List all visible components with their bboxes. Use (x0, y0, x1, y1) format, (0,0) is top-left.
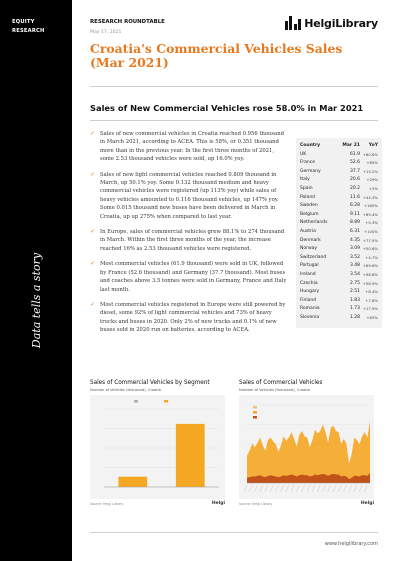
cell-yoy: +65.4% (362, 211, 378, 217)
cell-mar21: 3.48 (349, 263, 360, 269)
x-tick (317, 485, 320, 492)
cell-country: France (300, 160, 315, 166)
cell-country: Italy (300, 177, 310, 183)
check-icon: ✓ (90, 170, 96, 178)
sidebar (0, 0, 72, 561)
cell-mar21: 3.52 (349, 254, 360, 260)
x-tick (343, 485, 346, 492)
cell-yoy: +14.2% (362, 168, 378, 174)
cell-yoy: +7.8% (365, 297, 378, 303)
cell-mar21: 37.7 (349, 168, 360, 174)
x-tick (364, 485, 367, 492)
bullet-text: Most commercial vehicles registered in Europe were still powered by diesel, some 92% of light commercial vehicles and 73% of heavy trucks and buses in 2020. Only 2% of new trucks and 0.1% of new buses sold in 2020 run on batteries, according to ACEA. (100, 301, 286, 334)
chart-logo: Helgi (360, 501, 374, 506)
cell-yoy: +8.4% (365, 289, 378, 295)
divider (90, 86, 378, 87)
area-series (247, 421, 370, 483)
cell-yoy: +44.3% (362, 194, 378, 200)
cell-mar21: 61.9 (349, 151, 360, 157)
cell-country: Czechia (300, 280, 318, 286)
header-label: RESEARCH ROUNDTABLE (90, 19, 165, 25)
area-chart-svg (239, 395, 374, 499)
chart-logo: Helgi (211, 501, 225, 506)
footer-url[interactable]: www.helgilibrary.com (324, 541, 378, 547)
bullet-item (90, 130, 288, 164)
bullet-text: Sales of new light commercial vehicles reached 0.809 thousand in March, up 50.1% yoy. Some 0.132 thousand medium and heavy commercial vehicles were registered (up 113% yoy) while sales of heavy vehicles amounted to 0.116 thousand vehicles, up 147% yoy. Some 0.015 thousand new buses have been delivered in March in Croatia, up up 275% when compared to last year. (100, 171, 279, 220)
x-tick (328, 485, 331, 492)
x-tick (323, 485, 326, 492)
cell-yoy: +50.6% (362, 246, 378, 252)
legend-swatch (164, 400, 168, 403)
cell-country: UK (300, 151, 307, 157)
cell-yoy: +98.6% (362, 271, 378, 277)
divider (90, 532, 378, 533)
header-yoy: YoY (368, 143, 378, 148)
x-tick (333, 485, 336, 492)
cell-country: Netherlands (300, 220, 328, 226)
table-row (300, 211, 378, 220)
divider (90, 120, 378, 121)
bullet-item (90, 171, 288, 221)
chart-source: Source: Helgi Library (239, 502, 273, 506)
cell-country: Poland (300, 194, 316, 200)
header-date: May 17, 2021 (90, 30, 122, 35)
cell-yoy: +5.3% (365, 220, 378, 226)
table-row (300, 288, 378, 297)
chart-footer (90, 500, 225, 509)
cell-country: Austria (300, 228, 316, 234)
cell-mar21: 4.35 (349, 237, 360, 243)
chart-subtitle: Number of Vehicles (thousand), Croatia (90, 388, 161, 392)
cell-yoy: +160% (363, 203, 378, 209)
check-icon: ✓ (90, 130, 96, 137)
cell-yoy: +60.6% (362, 151, 378, 157)
table-row (300, 185, 378, 194)
check-icon: ✓ (90, 300, 96, 308)
cell-yoy: +83% (366, 314, 378, 320)
x-tick (302, 485, 305, 492)
x-tick (275, 485, 278, 492)
x-tick (312, 485, 315, 492)
table-row (300, 297, 378, 306)
header-mar21: Mar 21 (342, 143, 360, 148)
x-tick (354, 485, 357, 492)
cell-mar21: 11.6 (349, 194, 360, 200)
chart-source: Source: Helgi Library (90, 502, 124, 506)
check-icon: ✓ (90, 260, 96, 268)
cell-country: Hungary (300, 289, 320, 295)
bar-chart-svg (90, 395, 225, 499)
table-row (300, 228, 378, 237)
table-body (300, 151, 378, 323)
bar (176, 424, 205, 487)
bullet-list (90, 130, 288, 342)
bullet-item (90, 301, 288, 335)
sidebar-heading (12, 18, 45, 36)
table-row (300, 159, 378, 168)
table-row (300, 219, 378, 228)
cell-yoy: +100% (363, 228, 378, 234)
sidebar-tagline-text: Data tells a story (30, 252, 44, 348)
table-row (300, 305, 378, 314)
cell-mar21: 3.09 (349, 246, 360, 252)
header-country: Country (300, 143, 321, 148)
cell-mar21: 6.28 (349, 203, 360, 209)
x-tick (307, 485, 310, 492)
legend-swatch (253, 406, 257, 409)
table-row (300, 168, 378, 177)
x-tick (265, 485, 268, 492)
check-icon: ✓ (90, 228, 96, 236)
logo-mark-icon (285, 16, 302, 30)
cell-yoy: +69.6% (362, 263, 378, 269)
legend-swatch (134, 400, 138, 403)
x-tick (260, 485, 263, 492)
cell-country: Switzerland (300, 254, 327, 260)
cell-mar21: 2.75 (349, 280, 360, 286)
cell-yoy: +2% (368, 185, 378, 191)
table-row (300, 237, 378, 246)
cell-yoy: +77.5% (362, 237, 378, 243)
cell-mar21: 1.28 (349, 314, 360, 320)
cell-yoy: +29% (366, 177, 378, 183)
table-row (300, 254, 378, 263)
x-tick (254, 485, 257, 492)
x-tick (286, 485, 289, 492)
chart-footer (239, 500, 374, 509)
cell-country: Finland (300, 297, 317, 303)
cell-yoy: +4.7% (365, 254, 378, 260)
cell-yoy: +17.9% (362, 306, 378, 312)
chart-by-segment (90, 380, 225, 509)
logo[interactable] (285, 16, 378, 30)
page-subtitle: Sales of New Commercial Vehicles rose 58.0% in Mar 2021 (90, 103, 364, 113)
bullet-text: Sales of new commercial vehicles in Croatia reached 0.956 thousand in March 2021, according to ACEA. This is 58%, or 0.351 thousand more than in the previous year. In the first three months of 2021, some 2.53 thousand vehicles were sold, up 16.0% yoy. (100, 131, 284, 163)
cell-mar21: 2.51 (349, 289, 360, 295)
cell-mar21: 1.83 (349, 297, 360, 303)
cell-country: Norway (300, 246, 318, 252)
cell-country: Slovenia (300, 314, 320, 320)
cell-country: Portugal (300, 263, 319, 269)
cell-country: Romania (300, 306, 320, 312)
cell-yoy: +85% (366, 160, 378, 166)
sidebar-tagline (20, 240, 54, 360)
legend-swatch (253, 411, 257, 414)
x-tick (291, 485, 294, 492)
table-row (300, 262, 378, 271)
cell-mar21: 20.2 (349, 185, 360, 191)
x-tick (296, 485, 299, 492)
table-row (300, 245, 378, 254)
cell-mar21: 6.31 (349, 228, 360, 234)
bullet-text: In Europe, sales of commercial vehicles grew 88.1% to 274 thousand in March. Within the first three months of the year, the increase reached 16% as 2.53 thousand vehicles were registered. (100, 229, 285, 252)
cell-mar21: 1.73 (349, 306, 360, 312)
page-title: Croatia's Commercial Vehicles Sales (Mar 2021) (90, 41, 343, 70)
x-tick (281, 485, 284, 492)
x-tick (270, 485, 273, 492)
bullet-item (90, 260, 288, 294)
cell-mar21: 20.6 (349, 177, 360, 183)
cell-country: Ireland (300, 271, 316, 277)
table-header (300, 142, 378, 151)
cell-yoy: +58.9% (362, 280, 378, 286)
cell-country: Denmark (300, 237, 321, 243)
country-table (296, 138, 382, 328)
cell-country: Sweden (300, 203, 318, 209)
cell-country: Germany (300, 168, 321, 174)
chart-title: Sales of Commercial Vehicles by Segment (90, 380, 210, 386)
bullet-item (90, 228, 288, 253)
bullet-text: Most commercial vehicles (61.9 thousand) were sold in UK, followed by France (52.6 thousand) and Germany (37.7 thousand). Most buses and coaches above 3.5 tonnes were sold in Germany, France and Italy last month. (100, 261, 287, 293)
table-row (300, 202, 378, 211)
x-tick (249, 485, 252, 492)
chart-plot (239, 395, 374, 499)
bar (118, 477, 147, 487)
legend-swatch (253, 416, 257, 419)
x-tick (338, 485, 341, 492)
sidebar-line-equity: EQUITY (12, 19, 35, 25)
cell-country: Spain (300, 185, 313, 191)
table-row (300, 271, 378, 280)
chart-total-sales (239, 380, 374, 509)
table-row (300, 151, 378, 160)
cell-mar21: 3.54 (349, 271, 360, 277)
chart-title: Sales of Commercial Vehicles (239, 380, 323, 386)
cell-mar21: 9.11 (349, 211, 360, 217)
cell-country: Belgium (300, 211, 319, 217)
x-tick (359, 485, 362, 492)
table-row (300, 194, 378, 203)
x-tick (349, 485, 352, 492)
cell-mar21: 52.6 (349, 160, 360, 166)
sidebar-line-research: RESEARCH (12, 28, 45, 34)
table-row (300, 314, 378, 323)
chart-plot (90, 395, 225, 499)
table-row (300, 176, 378, 185)
cell-mar21: 8.89 (349, 220, 360, 226)
logo-text: HelgiLibrary (304, 16, 378, 30)
table-row (300, 280, 378, 289)
chart-subtitle: Number of Vehicles (thousand), Croatia (239, 388, 310, 392)
x-tick (244, 485, 247, 492)
